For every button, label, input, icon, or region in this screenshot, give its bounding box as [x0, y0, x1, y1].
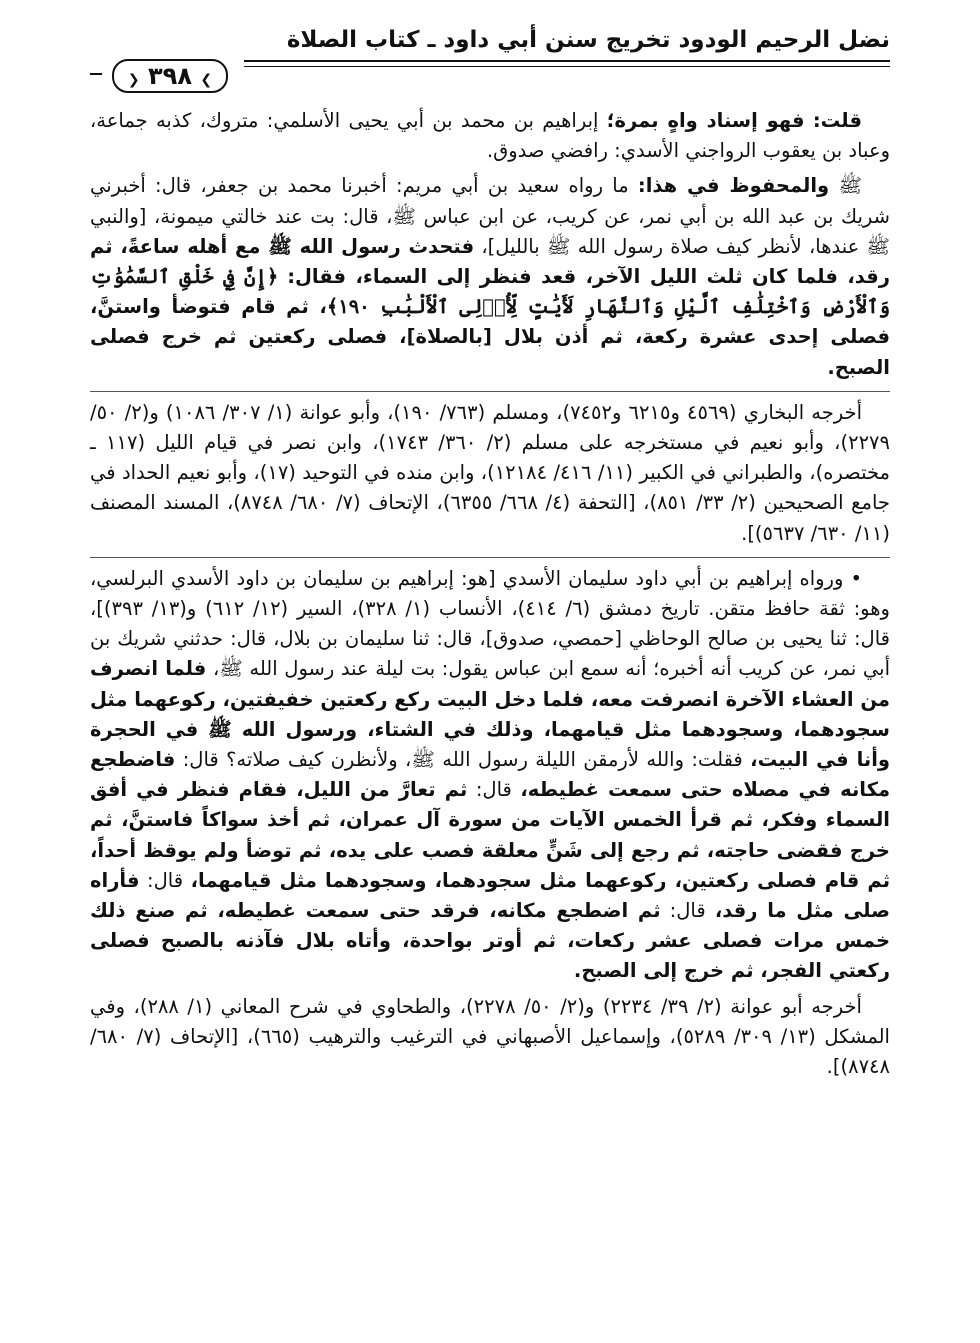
header-rule-upper: [244, 60, 890, 62]
riwaya-text-3: قال:: [475, 778, 512, 802]
riwaya-text-2: فقلت: والله لأرمقن الليلة رسول الله ﷺ، ولأنظرن كيف صلاته؟ قال:: [182, 748, 743, 772]
ornament-left-icon: ❮: [127, 72, 140, 88]
page-number: ٣٩٨: [148, 62, 192, 90]
riwaya-bold-3: ثم تعارَّ من الليل، فقام فنظر في أفق السماء وفكر، ثم قرأ الخمس الآيات من سورة آل عمران، ثم أخذ سواكاً فاستنَّ، ثم خرج فقضى حاجته، ثم رجع إلى شَنٍّ معلقة فصب على يده، ثم توضأ ولم يوقظ أحداً، ثم قام فصلى ركعتين، ركوعهما مثل سجودهما، وسجودهما مثل قيامهما،: [90, 778, 891, 892]
paragraph-takhrij-2: [90, 992, 890, 1083]
riwaya-bold-4: فأراه صلى مثل ما رقد،: [90, 868, 890, 923]
riwaya-text-4: قال:: [147, 868, 184, 892]
riwaya-bold-5: ثم اضطجع مكانه، فرقد حتى سمعت غطيطه، ثم صنع ذلك خمس مرات فصلى عشر ركعات، ثم أوتر بواحدة، وأتاه بلال فآذنه بالصبح فصلى ركعتي الفجر، ثم خرج إلى الصبح.: [90, 899, 890, 983]
bullet-icon: •: [850, 566, 862, 590]
takhrij-1-text: أخرجه البخاري (٤٥٦٩ و٦٢١٥ و٧٤٥٢)، ومسلم (٧٦٣/ ١٩٠)، وأبو عوانة (١/ ٣٠٧/ ١٠٨٦) و(٢/ ٥٠/ ٢٢٧٩)، وأبو نعيم في مستخرجه على مسلم (٢/ ٣٦٠/ ١٧٤٣)، وابن نصر في قيام الليل (١١٧ ـ مختصره)، والطبراني في الكبير (١١/ ٤١٦/ ١٢١٨٤)، وابن منده في التوحيد (١٧)، وأبو نعيم الحداد في جامع الصحيحين (٢/ ٣٣/ ٨٥١)، [التحفة (٤/ ٦٦٨/ ٦٣٥٥)، الإتحاف (٧/ ٦٨٠/ ٨٧٤٨)، المسند المصنف (١١/ ٦٣٠/ ٥٦٣٧)].: [90, 400, 890, 545]
paragraph-mahfuz: [90, 171, 890, 382]
mahfuz-text: ما رواه سعيد بن أبي مريم: أخبرنا محمد بن جعفر، قال: أخبرني شريك بن عبد الله بن أبي نمر، عن كريب، عن ابن عباس ﷺ، قال: بت عند خالتي ميمونة، [والنبي ﷺ عندها، لأنظر كيف صلاة رسول الله ﷺ بالليل]،: [90, 174, 890, 258]
page-number-cartouche: [100, 57, 240, 93]
ornament-right-icon: ❯: [200, 72, 213, 88]
assessment-bold: فهو إسناد واهٍ بمرة؛: [606, 109, 805, 132]
riwaya-bold-2: فاضطجع مكانه في مصلاه حتى سمعت غطيطه،: [90, 748, 891, 802]
page-number-frame: [112, 59, 228, 93]
riwaya-text: ورواه إبراهيم بن أبي داود سليمان الأسدي [هو: إبراهيم بن سليمان بن داود الأسدي البرلسي، وهو: ثقة حافظ متقن. تاريخ دمشق (٦/ ٤١٤)، الأنساب (١/ ٣٢٨)، السير (١٢/ ٦١٢) و(١٣/ ٣٩٣)]، قال: ثنا يحيى بن صالح الوحاظي [حمصي، صدوق]، قال: ثنا سليمان بن بلال، قال: حدثني شريك بن أبي نمر، عن كريب أنه أخبره؛ أنه سمع ابن عباس يقول: بت ليلة عند رسول الله ﷺ،: [90, 566, 890, 681]
separator-line: [90, 391, 890, 392]
takhrij-2-text: أخرجه أبو عوانة (٢/ ٣٩/ ٢٢٣٤) و(٢/ ٥٠/ ٢٢٧٨)، والطحاوي في شرح المعاني (١/ ٢٨٨)، وفي المشكل (١٣/ ٣٠٩/ ٥٢٨٩)، وإسماعيل الأصبهاني في الترغيب والترهيب (٦٦٥)، [الإتحاف (٧/ ٦٨٠/ ٨٧٤٨)].: [90, 994, 890, 1079]
running-title: نضل الرحيم الودود تخريج سنن أبي داود ـ كتاب الصلاة: [286, 27, 890, 53]
assessment-text: إبراهيم بن محمد بن أبي يحيى الأسلمي: متروك، كذبه جماعة، وعباد بن يعقوب الرواجني الأسدي: رافضي صدوق.: [90, 109, 890, 163]
paragraph-assessment: [90, 106, 890, 166]
page-body: [90, 106, 890, 1323]
mahfuz-bold: فتحدث رسول الله ﷺ مع أهله ساعةً، ثم رقد، فلما كان ثلث الليل الآخر، قعد فنظر إلى السماء، فقال:: [90, 234, 890, 289]
riwaya-text-5: قال:: [669, 899, 706, 923]
label-mahfuz: والمحفوظ في هذا:: [637, 174, 830, 198]
paragraph-takhrij-1: [90, 398, 890, 549]
mahfuz-bold-end: ، ثم قام فتوضأ واستنَّ، فصلى إحدى عشرة ركعة، ثم أذن بلال [بالصلاة]، فصلى ركعتين ثم خرج فصلى الصبح.: [90, 295, 890, 379]
paragraph-riwaya-ibrahim: [90, 564, 890, 987]
marker-icon: ﷺ: [838, 174, 862, 198]
header-rule-lower: [244, 66, 890, 67]
quran-ayah: ﴿إِنَّ فِي خَلْقِ ٱلسَّمَٰوَٰتِ وَٱلْأَرْضِ وَٱخْتِلَٰفِ ٱلَّيْلِ وَٱلنَّهَارِ لَأَيَٰتٍ لِّأُو۟لِى ٱلْأَلْبَٰبِ ١٩٠﴾: [90, 265, 890, 319]
label-qult: قلت:: [812, 109, 862, 132]
riwaya-bold: فلما انصرف من العشاء الآخرة انصرفت معه، فلما دخل البيت ركع ركعتين خفيفتين، ركوعهما مثل سجودهما، وسجودهما مثل قيامهما، وذلك في الشتاء، ورسول الله ﷺ في الحجرة وأنا في البيت،: [90, 657, 891, 772]
separator-line: [90, 557, 890, 558]
